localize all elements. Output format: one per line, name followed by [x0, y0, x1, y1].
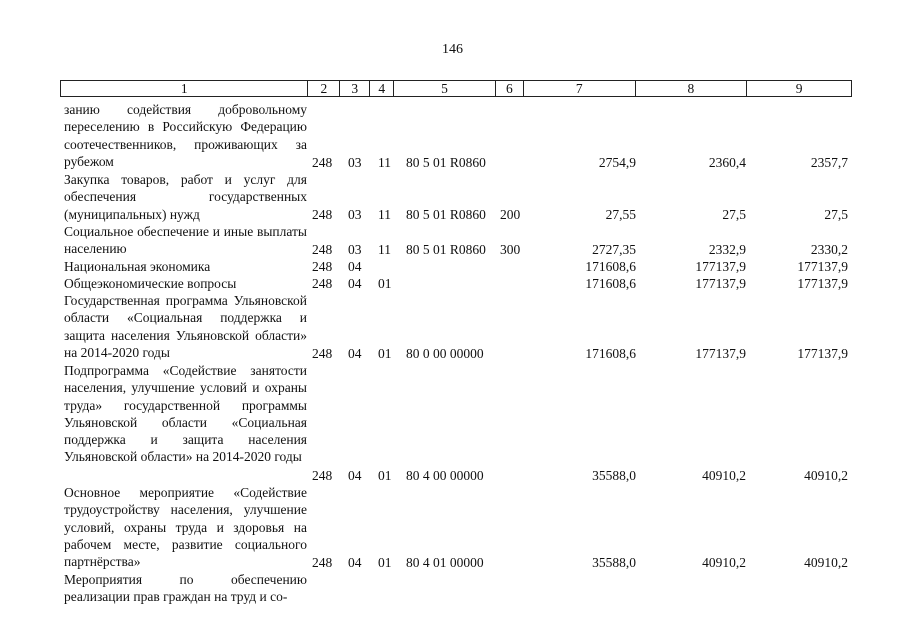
cell-amount-col9: 27,5 — [824, 206, 848, 222]
cell-subsection: 01 — [378, 467, 392, 483]
cell-amount-col7: 171608,6 — [585, 258, 636, 274]
cell-amount-col9: 2330,2 — [810, 241, 848, 257]
header-col-6: 6 — [496, 81, 524, 96]
header-col-8: 8 — [636, 81, 748, 96]
cell-target-item: 80 4 01 00000 — [406, 554, 484, 570]
cell-amount-col9: 177137,9 — [797, 345, 848, 361]
cell-target-item: 80 5 01 R0860 — [406, 206, 486, 222]
cell-section: 03 — [348, 206, 362, 222]
table-row — [60, 223, 852, 258]
cell-target-item: 80 5 01 R0860 — [406, 241, 486, 257]
cell-amount-col8: 40910,2 — [702, 554, 746, 570]
cell-amount-col8: 27,5 — [722, 206, 746, 222]
header-col-2: 2 — [308, 81, 340, 96]
cell-amount-col8: 2332,9 — [708, 241, 746, 257]
row-description: Подпрограмма «Содействие занятости населения, улучшение условий и охраны труда» государственной программы Ульяновской области «Социальная поддержка и защита населения Ульяновской области» на 2014-2020 годы — [64, 363, 307, 465]
cell-amount-col9: 40910,2 — [804, 554, 848, 570]
header-col-4: 4 — [370, 81, 394, 96]
cell-subsection: 01 — [378, 275, 392, 291]
cell-ministry: 248 — [312, 345, 333, 361]
table-row — [60, 258, 852, 275]
cell-amount-col7: 171608,6 — [585, 345, 636, 361]
table-row — [60, 275, 852, 292]
cell-expense-type: 300 — [500, 241, 521, 257]
cell-amount-col7: 2727,35 — [592, 241, 636, 257]
cell-subsection: 01 — [378, 554, 392, 570]
cell-target-item: 80 5 01 R0860 — [406, 154, 486, 170]
cell-subsection: 01 — [378, 345, 392, 361]
cell-amount-col7: 171608,6 — [585, 275, 636, 291]
row-description: Национальная экономика — [64, 259, 211, 274]
cell-expense-type: 200 — [500, 206, 521, 222]
cell-amount-col8: 177137,9 — [695, 258, 746, 274]
cell-section: 04 — [348, 554, 362, 570]
cell-amount-col9: 2357,7 — [810, 154, 848, 170]
page-number: 146 — [442, 42, 463, 57]
row-description: Мероприятия по обеспечению реализации прав граждан на труд и со- — [64, 572, 307, 605]
header-col-9: 9 — [795, 81, 803, 96]
table-body — [60, 101, 852, 606]
row-description: Общеэкономические вопросы — [64, 276, 237, 291]
header-col-7: 7 — [524, 81, 636, 96]
cell-amount-col8: 40910,2 — [702, 467, 746, 483]
cell-ministry: 248 — [312, 554, 333, 570]
cell-target-item: 80 0 00 00000 — [406, 345, 484, 361]
cell-ministry: 248 — [312, 467, 333, 483]
cell-amount-col8: 177137,9 — [695, 275, 746, 291]
cell-amount-col7: 35588,0 — [592, 467, 636, 483]
row-description: Основное мероприятие «Содействие трудоустройству населения, улучшение условий, охраны труда и здоровья на рабочем месте, развитие социального партнёрства» — [64, 485, 307, 570]
cell-section: 04 — [348, 258, 362, 274]
table-row — [60, 171, 852, 223]
table-row — [60, 571, 852, 606]
cell-ministry: 248 — [312, 206, 333, 222]
table-row — [60, 292, 852, 362]
table-row — [60, 101, 852, 171]
header-col-3: 3 — [340, 81, 370, 96]
table-header — [60, 80, 852, 97]
cell-amount-col9: 177137,9 — [797, 275, 848, 291]
cell-ministry: 248 — [312, 258, 333, 274]
cell-ministry: 248 — [312, 154, 333, 170]
cell-amount-col7: 35588,0 — [592, 554, 636, 570]
cell-subsection: 11 — [378, 241, 391, 257]
cell-section: 04 — [348, 467, 362, 483]
cell-ministry: 248 — [312, 275, 333, 291]
cell-amount-col8: 2360,4 — [708, 154, 746, 170]
row-description: Социальное обеспечение и иные выплаты населению — [64, 224, 307, 257]
cell-section: 04 — [348, 275, 362, 291]
cell-amount-col9: 177137,9 — [797, 258, 848, 274]
cell-subsection: 11 — [378, 206, 391, 222]
table-row — [60, 484, 852, 571]
cell-amount-col7: 27,55 — [605, 206, 636, 222]
row-description: занию содействия добровольному переселению в Российскую Федерацию соотечественников, проживающих за рубежом — [64, 102, 307, 169]
table-row — [60, 362, 852, 484]
cell-target-item: 80 4 00 00000 — [406, 467, 484, 483]
cell-section: 03 — [348, 154, 362, 170]
row-description: Государственная программа Ульяновской области «Социальная поддержка и защита населения Ульяновской области» на 2014-2020 годы — [64, 293, 307, 360]
header-col-5: 5 — [394, 81, 496, 96]
cell-subsection: 11 — [378, 154, 391, 170]
cell-section: 03 — [348, 241, 362, 257]
cell-ministry: 248 — [312, 241, 333, 257]
cell-section: 04 — [348, 345, 362, 361]
cell-amount-col7: 2754,9 — [598, 154, 636, 170]
cell-amount-col9: 40910,2 — [804, 467, 848, 483]
cell-amount-col8: 177137,9 — [695, 345, 746, 361]
header-col-1: 1 — [61, 81, 308, 96]
row-description: Закупка товаров, работ и услуг для обеспечения государственных (муниципальных) нужд — [64, 172, 307, 222]
